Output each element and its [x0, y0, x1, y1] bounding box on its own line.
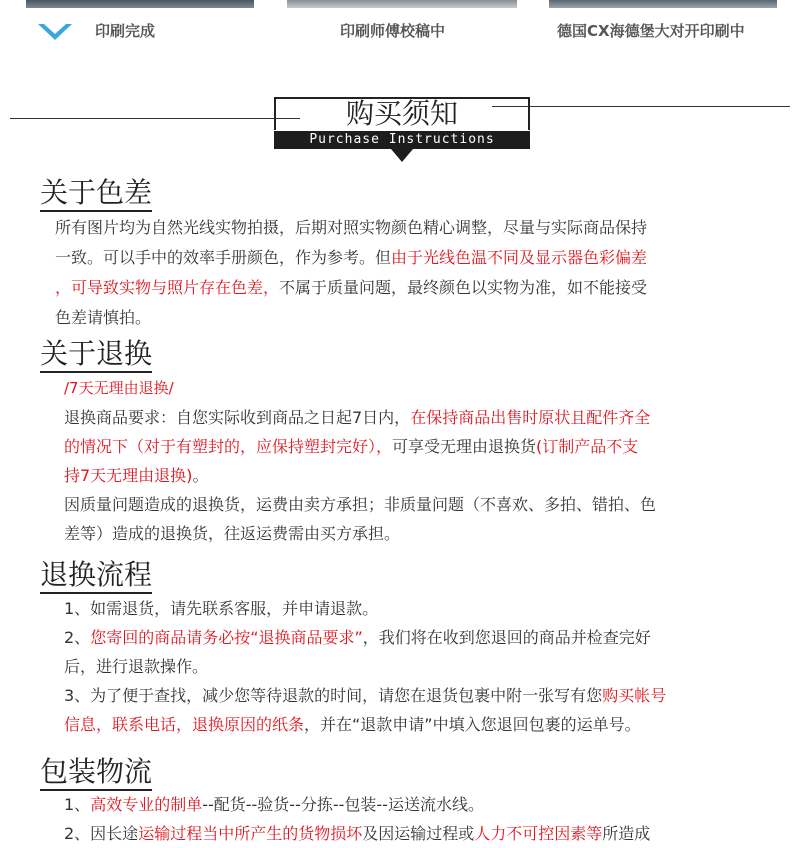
gallery-caption-1: 印刷完成	[95, 22, 156, 40]
text-line: 所有图片均为自然光线实物拍摄，后期对照实物颜色精心调整，尽量与实际商品保持	[55, 218, 648, 237]
section-heading-returns: 关于退换	[40, 337, 152, 373]
returns-tag: /7天无理由退换/	[64, 379, 174, 397]
text-line: 差等）造成的退换货，往返运费需由买方承担。	[64, 524, 401, 543]
returns-text	[64, 403, 656, 548]
text-line: 信息，联系电话，退换原因的纸条，并在“退款申请”中填入您退回包裹的运单号。	[64, 715, 641, 734]
section-heading-logistics: 包装物流	[40, 755, 152, 791]
gallery-caption-2: 印刷师傅校稿中	[340, 22, 446, 40]
divider-left	[10, 118, 300, 119]
text-line: 1、高效专业的制单--配货--验货--分拣--包装--运送流水线。	[64, 795, 484, 814]
color-diff-text	[55, 213, 647, 333]
logistics-text	[64, 790, 650, 848]
text-line: 退换商品要求：自您实际收到商品之日起7日内，在保持商品出售时原状且配件齐全	[64, 408, 651, 427]
triangle-down-icon	[391, 149, 413, 162]
process-text	[64, 594, 666, 739]
text-line: 1、如需退货，请先联系客服，并申请退款。	[64, 599, 379, 618]
gallery-caption-3: 德国CX海德堡大对开印刷中	[557, 22, 745, 40]
text-line: 一致。可以手中的效率手册颜色，作为参考。但由于光线色温不同及显示器色彩偏差	[55, 248, 648, 267]
text-line: 持7天无理由退换)。	[64, 466, 209, 485]
page-subtitle: Purchase Instructions	[274, 131, 530, 149]
text-line: ，可导致实物与照片存在色差，不属于质量问题，最终颜色以实物为准，如不能接受	[55, 278, 648, 297]
text-line: 3、为了便于查找，减少您等待退款的时间，请您在退货包裹中附一张写有您购买帐号	[64, 686, 667, 705]
gallery-photo-proofing	[287, 0, 517, 8]
section-heading-process: 退换流程	[40, 558, 152, 594]
text-line: 因质量问题造成的退换货，运费由卖方承担；非质量问题（不喜欢、多拍、错拍、色	[64, 495, 657, 514]
gallery-photo-press	[549, 0, 777, 8]
divider-right	[492, 106, 790, 107]
text-line: 2、因长途运输过程当中所产生的货物损坏及因运输过程或人力不可控因素等所造成	[64, 824, 651, 843]
text-line: 的情况下（对于有塑封的，应保持塑封完好），可享受无理由退换货(订制产品不支	[64, 437, 639, 456]
text-line: 色差请慎拍。	[55, 308, 152, 327]
text-line: 2、您寄回的商品请务必按“退换商品要求”，我们将在收到您退回的商品并检查完好	[64, 628, 651, 647]
gallery-photo-printing-done	[26, 0, 254, 8]
page-title-frame	[274, 97, 530, 130]
text-line: 后，进行退款操作。	[64, 657, 209, 676]
chevron-down-icon	[38, 24, 72, 42]
section-heading-color-diff: 关于色差	[40, 176, 152, 212]
page-title: 购买须知	[345, 97, 458, 130]
